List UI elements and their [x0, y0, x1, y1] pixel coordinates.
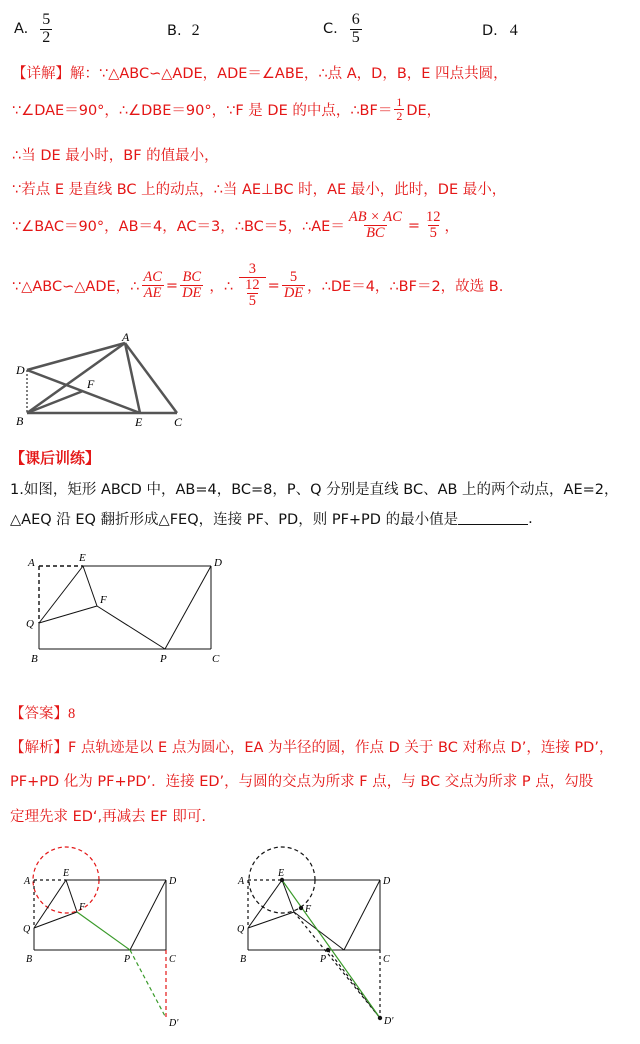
fig1-line-da [27, 343, 125, 370]
ratio-3-over-12-5 [239, 262, 266, 310]
fig4-line-ef [282, 880, 294, 912]
detail-line-1 [12, 62, 508, 83]
question-1-line-1: 1.如图，矩形 ABCD 中，AB=4，BC=8，P、Q 分别是直线 BC、AB 上的两个动点，AE=2， [10, 482, 619, 498]
detail-eq-5: = [407, 217, 421, 234]
ratio1-den: AE [143, 285, 162, 302]
fig4-label-c: C [383, 954, 390, 965]
half-den: 2 [396, 108, 403, 123]
fig2-label-f: F [100, 594, 107, 606]
fig3-label-a: A [24, 876, 31, 887]
fig3-label-q: Q [23, 924, 31, 935]
fig2-line-qf [39, 606, 97, 623]
figure-3 [20, 840, 200, 1030]
detail-tag: 【详解】 [12, 66, 70, 82]
detail-sep-6: ，∴ [209, 279, 234, 296]
fig2-label-e: E [79, 552, 86, 564]
fig2-line-fp [97, 606, 165, 649]
fig4-line-pd [344, 880, 380, 950]
detail-text-4: ∵若点 E 是直线 BC 上的动点，∴当 AE⊥BC 时，AE 最小，此时，DE 最小， [12, 182, 507, 198]
fig2-line-eq [39, 566, 83, 623]
fig3-line-qf [34, 912, 77, 928]
answer-line [10, 702, 75, 723]
detail-eq-6b: = [267, 277, 280, 294]
ratio3-inner-den: 5 [248, 293, 257, 310]
detail-text-5a: ∵∠BAC＝90°，AB＝4，AC＝3，∴BC＝5，∴AE＝ [12, 219, 345, 236]
fig1-label-f: F [87, 377, 95, 391]
figure-4 [232, 840, 412, 1030]
fig2-label-c: C [212, 653, 220, 665]
detail-ae-fraction [347, 210, 404, 241]
option-a [14, 12, 54, 47]
ratio3-inner [243, 278, 262, 309]
question-1-text-2: △AEQ 沿 EQ 翻折形成△FEQ，连接 PF、PD，则 PF+PD 的最小值是 [10, 512, 459, 528]
val-num: 12 [426, 209, 441, 225]
answer-value: 8 [68, 706, 76, 722]
fig4-label-dprime: D' [384, 1016, 394, 1027]
option-c-denominator: 5 [351, 28, 360, 46]
figure-2 [22, 548, 237, 673]
half-num: 1 [396, 95, 403, 109]
ratio1-num: AC [143, 269, 162, 286]
fig3-line-fp [77, 912, 130, 950]
fig1-label-b: B [16, 414, 24, 428]
detail-text-3: ∴当 DE 最小时，BF 的值最小， [12, 148, 219, 164]
fig3-label-f: F [79, 902, 86, 913]
fig4-point-f [299, 906, 303, 910]
ratio2-den: DE [182, 285, 202, 302]
fig3-label-d: D [169, 876, 177, 887]
ratio2-num: BC [182, 269, 202, 286]
option-d [482, 22, 518, 40]
fig3-label-dprime: D' [169, 1018, 179, 1029]
fig4-label-p: P [320, 954, 327, 965]
fig4-line-qf [248, 912, 294, 928]
fig1-label-c: C [174, 415, 183, 429]
fig4-label-f: F [305, 904, 312, 915]
fig4-label-b: B [240, 954, 247, 965]
analysis-line-2: PF+PD 化为 PF+PD’．连接 ED’，与圆的交点为所求 F 点，与 BC 交点为所求 P 点，勾股 [10, 774, 594, 790]
ratio-5-de [282, 270, 305, 301]
option-c-fraction [350, 12, 362, 47]
detail-text-5b: ， [444, 219, 460, 236]
fig4-dash-fdprime [294, 912, 380, 1018]
fig4-line-edprime [282, 880, 380, 1018]
fig3-line-pd [130, 880, 166, 950]
fig1-label-e: E [135, 415, 143, 429]
option-c-label: C. [323, 21, 338, 38]
option-a-label: A. [14, 21, 29, 38]
val-den: 5 [429, 225, 437, 242]
detail-text-2b: DE， [406, 102, 442, 119]
option-c-numerator: 6 [351, 11, 360, 28]
option-d-label: D. [482, 23, 498, 39]
detail-line-5 [12, 210, 459, 241]
ratio4-num: 5 [289, 269, 298, 286]
option-b-value: 2 [191, 22, 200, 39]
detail-text-2a: ∵∠DAE＝90°，∴∠DBE＝90°，∵F 是 DE 的中点，∴BF＝ [12, 102, 393, 119]
answer-blank[interactable] [458, 512, 528, 525]
fig2-label-q: Q [26, 618, 34, 630]
fig3-label-e: E [63, 868, 70, 879]
fig4-line-fp [294, 912, 344, 950]
detail-line-3 [12, 144, 219, 165]
analysis-text-1: F 点轨迹是以 E 点为圆心，EA 为半径的圆，作点 D 关于 BC 对称点 D’，连接 PD’， [68, 740, 614, 756]
fig2-label-p: P [160, 653, 167, 665]
fig3-label-b: B [26, 954, 33, 965]
option-a-fraction [40, 12, 52, 47]
detail-12-5-fraction [424, 210, 443, 241]
fig2-label-a: A [28, 557, 35, 569]
fig4-label-d: D [383, 876, 391, 887]
detail-text-1: 解：∵△ABC∽△ADE，ADE＝∠ABE，∴点 A，D，B，E 四点共圆， [70, 66, 508, 82]
fig4-label-a: A [238, 876, 245, 887]
fig2-label-b: B [31, 653, 38, 665]
fig3-label-p: P [124, 954, 131, 965]
ratio3-num: 3 [248, 261, 257, 277]
detail-eq-6a: = [165, 277, 179, 294]
fig3-line-eq [34, 880, 66, 928]
analysis-tag: 【解析】 [10, 740, 68, 756]
option-a-numerator: 5 [42, 11, 51, 28]
detail-line-2 [12, 96, 441, 122]
fig1-label-a: A [122, 330, 130, 344]
question-1-end: . [528, 510, 533, 527]
analysis-line-1 [10, 736, 613, 757]
option-a-denominator: 2 [42, 28, 51, 46]
ratio3-den [239, 277, 266, 309]
detail-line-4 [12, 178, 506, 199]
ratio4-den: DE [283, 285, 304, 302]
ratio3-inner-num: 12 [245, 277, 260, 294]
option-d-value: 4 [509, 22, 518, 39]
section-title: 【课后训练】 [10, 449, 101, 467]
option-c [323, 12, 364, 47]
ae-num: AB × AC [348, 209, 402, 225]
fig2-line-ef [83, 566, 97, 606]
fig1-label-d: D [16, 363, 25, 377]
fig3-label-c: C [169, 954, 176, 965]
fig4-line-eq [248, 880, 282, 928]
fig2-line-pd [165, 566, 211, 649]
option-b [167, 22, 200, 40]
fig4-point-dprime [378, 1016, 382, 1020]
option-b-label: B. [167, 23, 182, 39]
detail-text-6b: ，∴DE＝4，∴BF＝2，故选 B. [307, 279, 504, 296]
analysis-line-3: 定理先求 ED‘,再减去 EF 即可. [10, 809, 206, 825]
ratio-ac-ae [141, 270, 164, 301]
detail-text-6a: ∵△ABC∽△ADE，∴ [12, 279, 140, 296]
fig4-label-e: E [278, 868, 285, 879]
question-1-line-2 [10, 508, 533, 529]
answer-tag: 【答案】 [10, 706, 68, 722]
fig3-line-pdprime [130, 950, 166, 1018]
ae-den: BC [366, 225, 385, 242]
fig4-point-p [326, 948, 330, 952]
fig4-label-q: Q [237, 924, 245, 935]
detail-line-6 [12, 262, 503, 310]
fig2-label-d: D [214, 557, 222, 569]
detail-half-fraction [394, 96, 404, 122]
figure-1 [10, 330, 210, 430]
fig3-line-ef [66, 880, 77, 912]
ratio-bc-de [180, 270, 203, 301]
